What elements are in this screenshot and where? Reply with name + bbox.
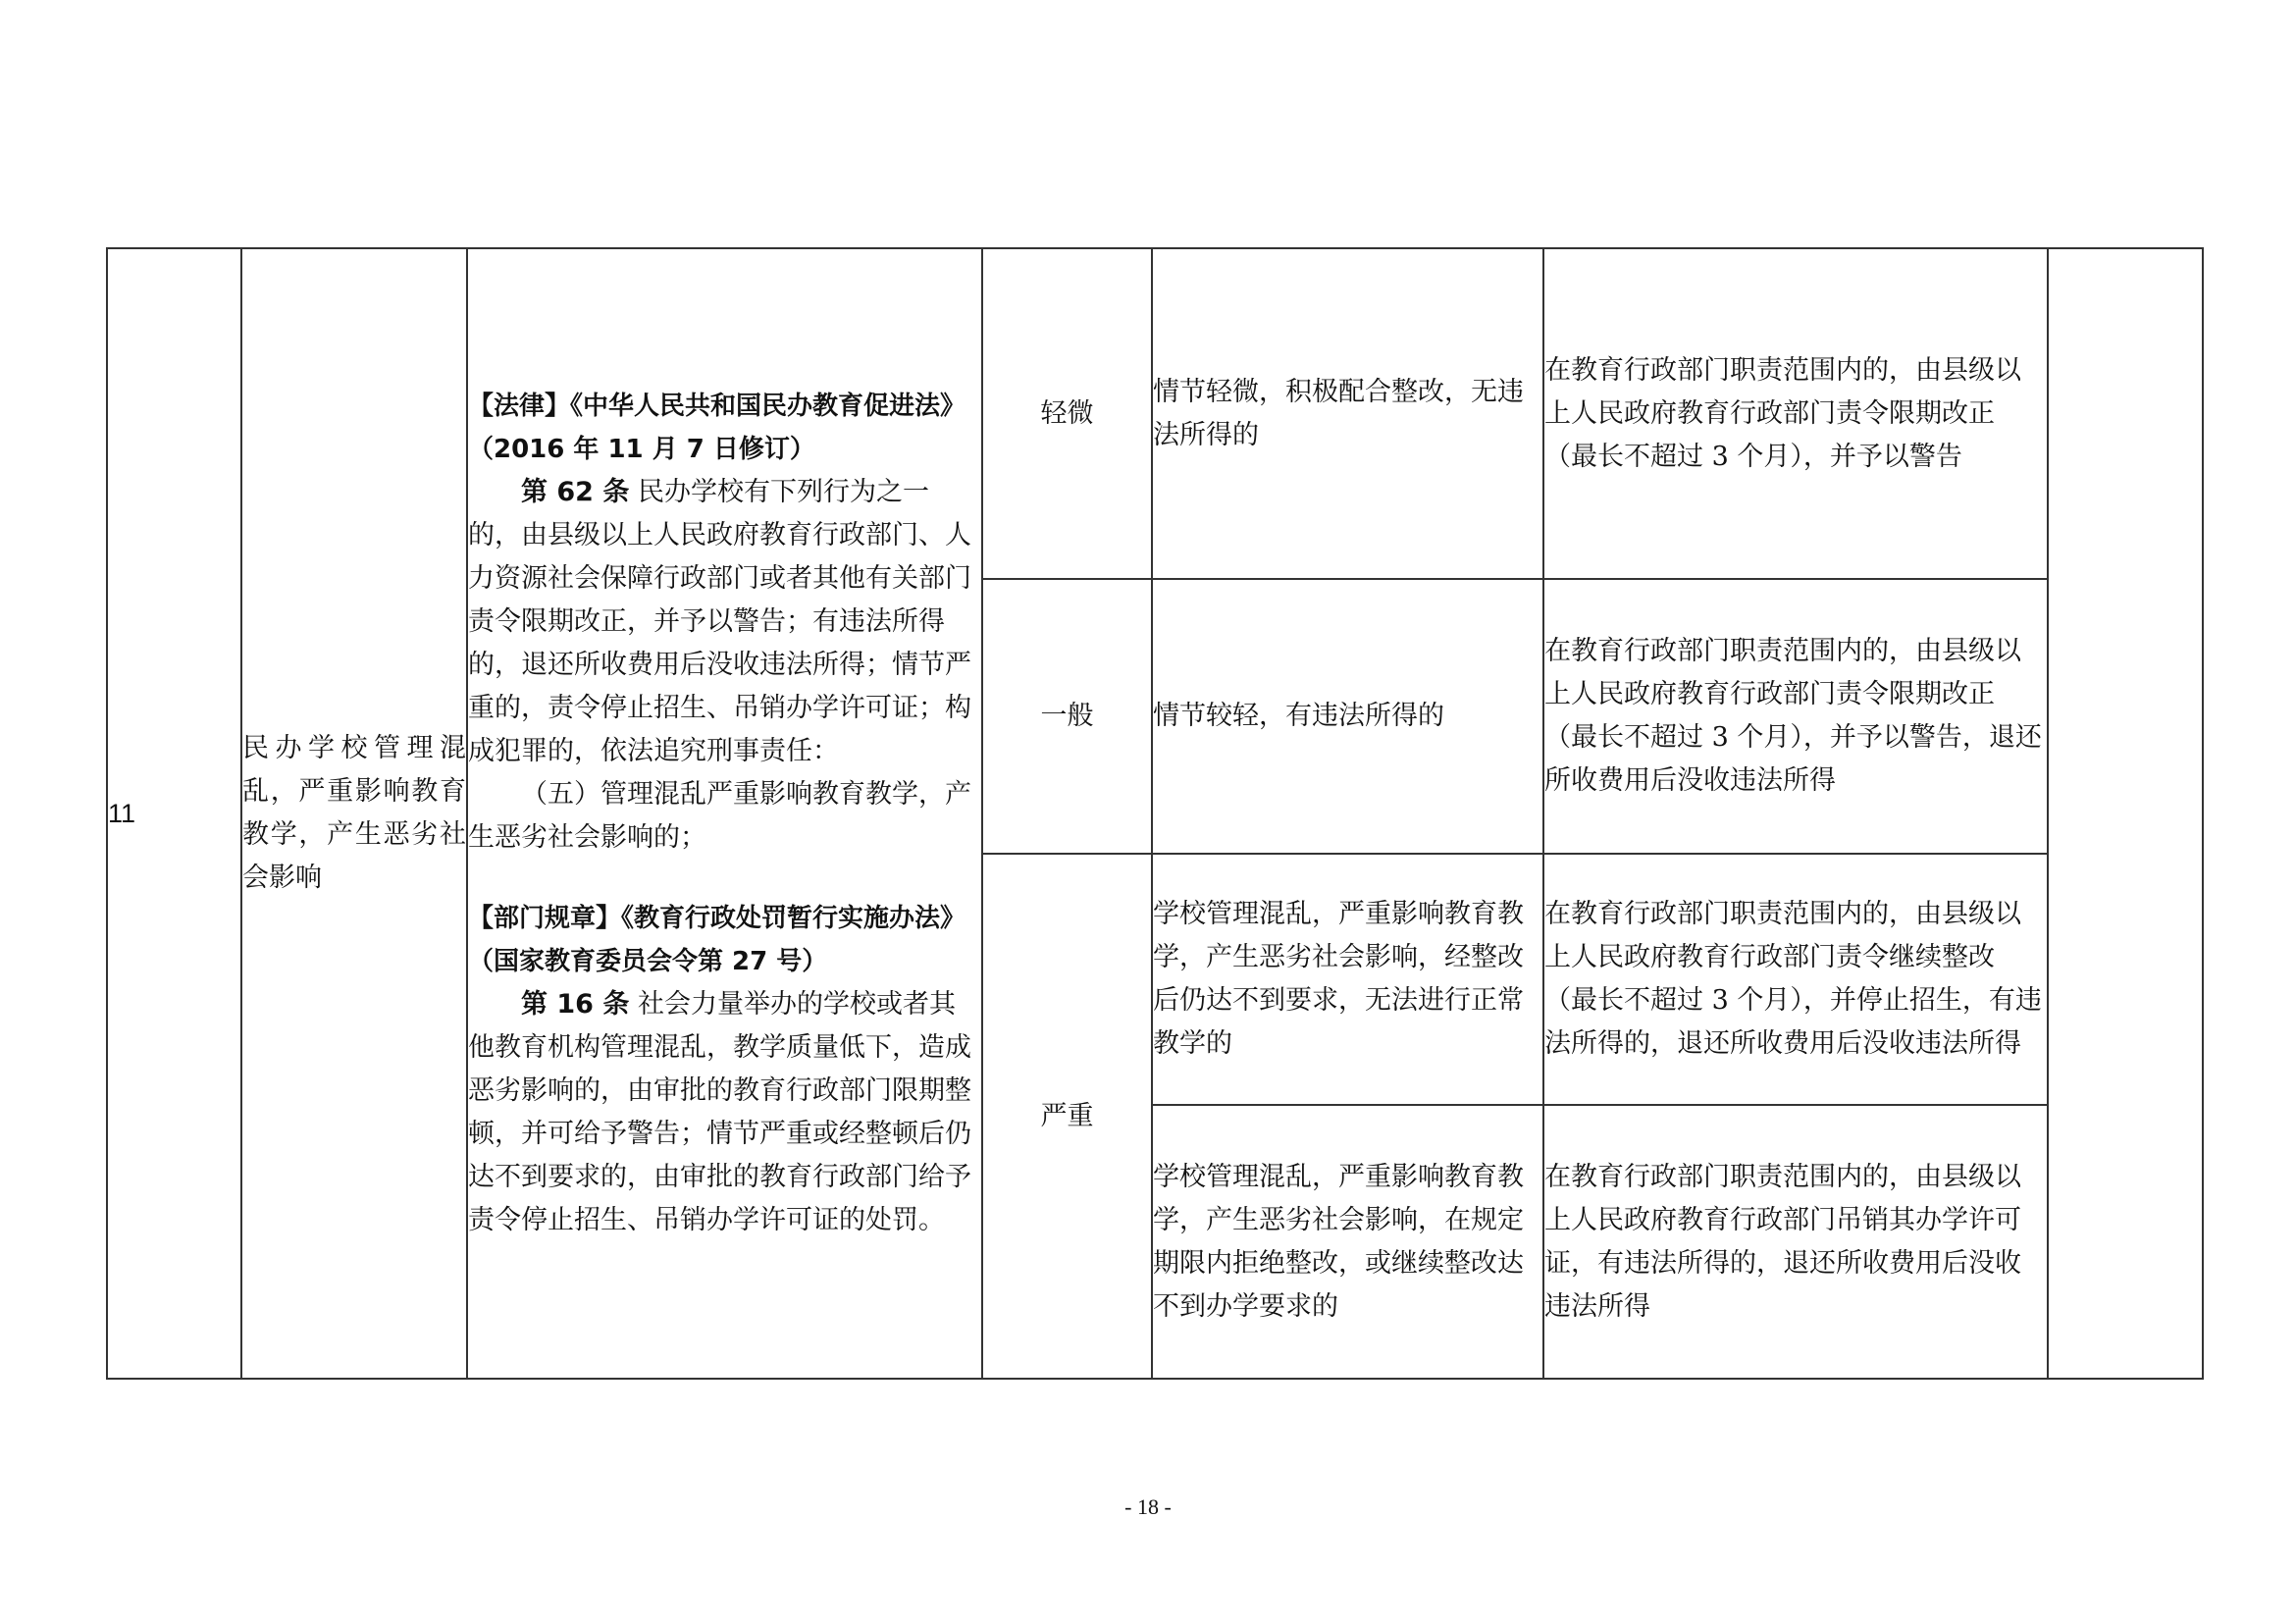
law1-clause: （五）管理混乱严重影响教育教学，产生恶劣社会影响的； [468, 779, 971, 853]
circumstance-general: 情节较轻，有违法所得的 [1152, 579, 1543, 854]
row-number: 11 [107, 248, 241, 1379]
penalty-minor: 在教育行政部门职责范围内的，由县级以上人民政府教育行政部门责令限期改正（最长不超过 3 个月），并予以警告 [1543, 248, 2048, 579]
violation-item: 民办学校管理混乱，严重影响教育教学，产生恶劣社会影响 [241, 248, 467, 1379]
table-row [107, 248, 2203, 579]
level-general: 一般 [982, 579, 1152, 854]
page-number: - 18 - [1124, 1494, 1172, 1519]
circumstance-serious-2: 学校管理混乱，严重影响教育教学，产生恶劣社会影响，在规定期限内拒绝整改，或继续整改达不到办学要求的 [1152, 1105, 1543, 1379]
penalty-general: 在教育行政部门职责范围内的，由县级以上人民政府教育行政部门责令限期改正（最长不超过 3 个月），并予以警告，退还所收费用后没收违法所得 [1543, 579, 2048, 854]
law1-article [468, 471, 981, 773]
circumstance-serious-1: 学校管理混乱，严重影响教育教学，产生恶劣社会影响，经整改后仍达不到要求，无法进行正常教学的 [1152, 854, 1543, 1105]
legal-basis [467, 248, 982, 1379]
law2-article-number: 第 16 条 [521, 989, 630, 1020]
remarks-cell [2048, 248, 2203, 1379]
law2-heading: 【部门规章】《教育行政处罚暂行实施办法》（国家教育委员会令第 27 号） [468, 904, 966, 976]
circumstance-minor: 情节轻微，积极配合整改，无违法所得的 [1152, 248, 1543, 579]
law1-article-number: 第 62 条 [521, 477, 630, 507]
penalty-standard-table [106, 247, 2204, 1380]
penalty-serious-1: 在教育行政部门职责范围内的，由县级以上人民政府教育行政部门责令继续整改（最长不超过 3 个月），并停止招生，有违法所得的，退还所收费用后没收违法所得 [1543, 854, 2048, 1105]
level-minor: 轻微 [982, 248, 1152, 579]
law1-heading: 【法律】《中华人民共和国民办教育促进法》（2016 年 11 月 7 日修订） [468, 392, 966, 464]
law2-article [468, 983, 981, 1242]
spacer [468, 860, 981, 897]
law1-article-text: 民办学校有下列行为之一的，由县级以上人民政府教育行政部门、人力资源社会保障行政部门或者其他有关部门责令限期改正，并予以警告；有违法所得的，退还所收费用后没收违法所得；情节严重的，责令停止招生、吊销办学许可证；构成犯罪的，依法追究刑事责任： [468, 477, 971, 766]
level-serious: 严重 [982, 854, 1152, 1379]
penalty-serious-2: 在教育行政部门职责范围内的，由县级以上人民政府教育行政部门吊销其办学许可证，有违法所得的，退还所收费用后没收违法所得 [1543, 1105, 2048, 1379]
law2-article-text: 社会力量举办的学校或者其他教育机构管理混乱，教学质量低下，造成恶劣影响的，由审批的教育行政部门限期整顿，并可给予警告；情节严重或经整顿后仍达不到要求的，由审批的教育行政部门给予责令停止招生、吊销办学许可证的处罚。 [468, 989, 971, 1235]
